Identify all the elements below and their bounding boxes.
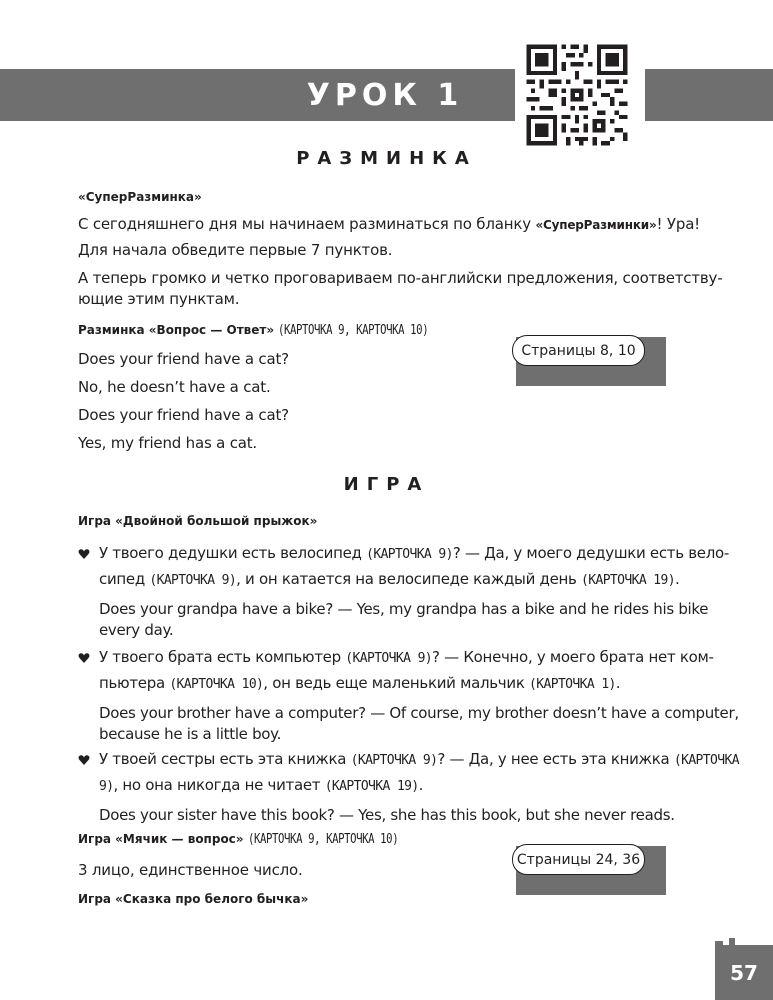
heart-bullet-icon bbox=[78, 754, 90, 766]
white-bull-label: Игра «Сказка про белого бычка» bbox=[78, 892, 309, 906]
list-item-ru-line-2: сипед (КАРТОЧКА 9), и он катается на велосипеде каждый день (КАРТОЧКА 19). bbox=[99, 570, 680, 588]
heart-bullet-icon bbox=[78, 652, 90, 664]
qa-line: No, he doesn’t have a cat. bbox=[78, 378, 271, 396]
warmup-paragraph-3-line-1: А теперь громко и четко проговариваем по-английски предложения, соответству- bbox=[78, 269, 723, 287]
page-number: 57 bbox=[715, 945, 773, 1000]
qr-code-icon[interactable] bbox=[522, 40, 632, 150]
list-item bbox=[99, 747, 739, 828]
list-item-ru-line-1: У твоего брата есть компьютер (КАРТОЧКА 9)? — Конечно, у моего брата нет ком- bbox=[99, 648, 714, 666]
pages-badge: Страницы 24, 36 bbox=[512, 844, 645, 875]
list-item-ru-line-1: У твоей сестры есть эта книжка (КАРТОЧКА 9)? — Да, у нее есть эта книжка (КАРТОЧКА bbox=[99, 750, 739, 768]
list-item-ru-line-2: 9), но она никогда не читает (КАРТОЧКА 19). bbox=[99, 776, 424, 794]
list-item-ru-line-1: У твоего дедушки есть велосипед (КАРТОЧКА 9)? — Да, у моего дедушки есть вело- bbox=[99, 544, 729, 562]
ball-question-text: 3 лицо, единственное число. bbox=[78, 861, 303, 879]
list-item bbox=[99, 541, 729, 643]
ball-cards-reference: (КАРТОЧКА 9, КАРТОЧКА 10) bbox=[247, 832, 398, 847]
game-title: ИГРА bbox=[343, 474, 430, 495]
heart-bullet-icon bbox=[78, 548, 90, 560]
list-item-en-line-2: because he is a little boy. bbox=[99, 725, 282, 743]
pages-badge: Страницы 8, 10 bbox=[512, 335, 645, 366]
list-item-en-line-2: every day. bbox=[99, 621, 174, 639]
qa-cards-reference: (КАРТОЧКА 9, КАРТОЧКА 10) bbox=[278, 323, 429, 338]
super-warmup-label: «СуперРазминка» bbox=[78, 190, 202, 204]
qa-line: Yes, my friend has a cat. bbox=[78, 434, 257, 452]
pixel-decoration bbox=[729, 938, 735, 945]
qa-line: Does your friend have a cat? bbox=[78, 350, 289, 368]
list-item-en-line-1: Does your sister have this book? — Yes, she has this book, but she never reads. bbox=[99, 806, 675, 824]
warmup-paragraph-2: Для начала обведите первые 7 пунктов. bbox=[78, 241, 393, 259]
qa-line: Does your friend have a cat? bbox=[78, 406, 289, 424]
list-item-en-line-1: Does your grandpa have a bike? — Yes, my grandpa has a bike and he rides his bike bbox=[99, 600, 709, 618]
qa-warmup-label: Разминка «Вопрос — Ответ» (КАРТОЧКА 9, КАРТОЧКА 10) bbox=[78, 323, 429, 338]
ball-question-label: Игра «Мячик — вопрос» (КАРТОЧКА 9, КАРТОЧКА 10) bbox=[78, 832, 398, 847]
list-item-ru-line-2: пьютера (КАРТОЧКА 10), он ведь еще маленький мальчик (КАРТОЧКА 1). bbox=[99, 674, 621, 692]
lesson-title: УРОК 1 bbox=[306, 77, 464, 113]
list-item-en-line-1: Does your brother have a computer? — Of course, my brother doesn’t have a computer, bbox=[99, 704, 739, 722]
double-jump-label: Игра «Двойной большой прыжок» bbox=[78, 514, 318, 528]
warmup-paragraph-3-line-2: ющие этим пунктам. bbox=[78, 290, 240, 308]
warmup-paragraph-1: С сегодняшнего дня мы начинаем разминаться по бланку «СуперРазминки»! Ура! bbox=[78, 215, 700, 233]
list-item bbox=[99, 645, 739, 747]
warmup-title: РАЗМИНКА bbox=[296, 148, 477, 169]
header-band-right bbox=[645, 69, 773, 121]
